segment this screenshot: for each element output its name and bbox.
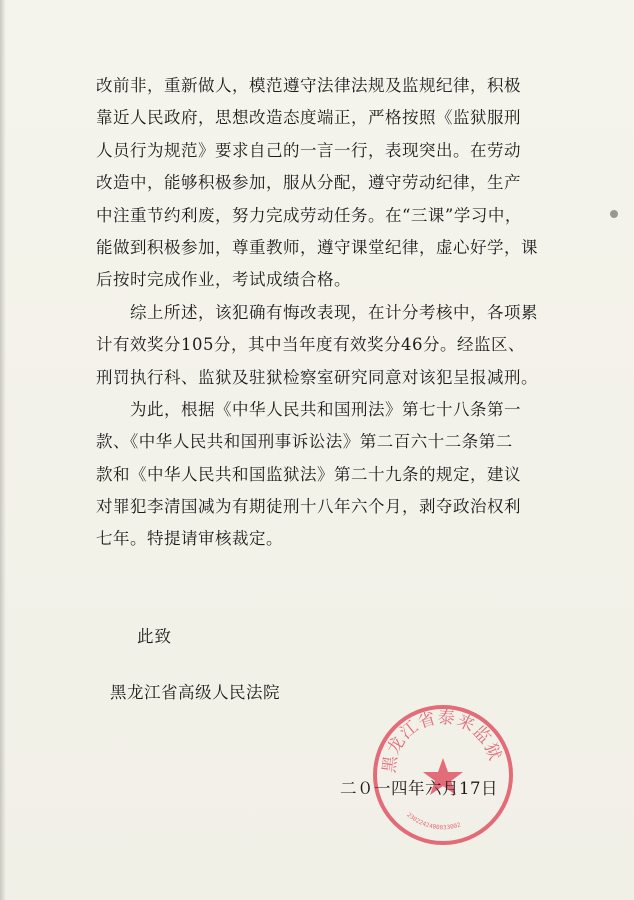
body-line: 款、《中华人民共和国刑事诉讼法》第二百六十二条第二 xyxy=(96,432,513,452)
seal-text: 黑龙江省泰来监狱 xyxy=(379,707,506,775)
scan-speck xyxy=(610,210,618,218)
body-line: 人员行为规范》要求自己的一言一行，表现突出。在劳动 xyxy=(96,140,521,160)
body-line: 对罪犯李清国减为有期徒刑十八年六个月，剥夺政治权利 xyxy=(96,497,521,517)
body-line: 计有效奖分105分，其中当年度有效奖分46分。经监区、 xyxy=(96,335,525,355)
seal-number: 2302242400033002 xyxy=(405,811,462,832)
body-line: 后按时完成作业，考试成绩合格。 xyxy=(96,270,351,290)
salutation: 此致 xyxy=(137,627,172,646)
body-line: 改前非，重新做人，模范遵守法律法规及监规纪律，积极 xyxy=(96,76,521,95)
body-line: 款和《中华人民共和国监狱法》第二十九条的规定，建议 xyxy=(96,464,521,484)
body-line: 能做到积极参加，尊重教师，遵守课堂纪律，虚心好学，课 xyxy=(96,237,538,257)
body-line: 靠近人民政府，思想改造态度端正，严格按照《监狱服刑 xyxy=(96,108,521,128)
recipient-court: 黑龙江省高级人民法院 xyxy=(110,683,280,702)
body-line: 为此，根据《中华人民共和国刑法》第七十八条第一 xyxy=(96,399,521,419)
body-line: 改造中，能够积极参加，服从分配，遵守劳动纪律，生产 xyxy=(96,173,521,193)
document-body xyxy=(96,70,556,556)
body-line: 七年。特提请审核裁定。 xyxy=(96,529,283,549)
body-line: 中注重节约利废，努力完成劳动任务。在“三课”学习中， xyxy=(96,205,522,225)
scan-edge-shadow xyxy=(0,0,6,900)
body-line: 综上所述，该犯确有悔改表现，在计分考核中，各项累 xyxy=(96,302,538,322)
body-line: 刑罚执行科、监狱及驻狱检察室研究同意对该犯呈报减刑。 xyxy=(96,367,538,387)
document-date: 二０一四年六月17日 xyxy=(340,779,498,798)
